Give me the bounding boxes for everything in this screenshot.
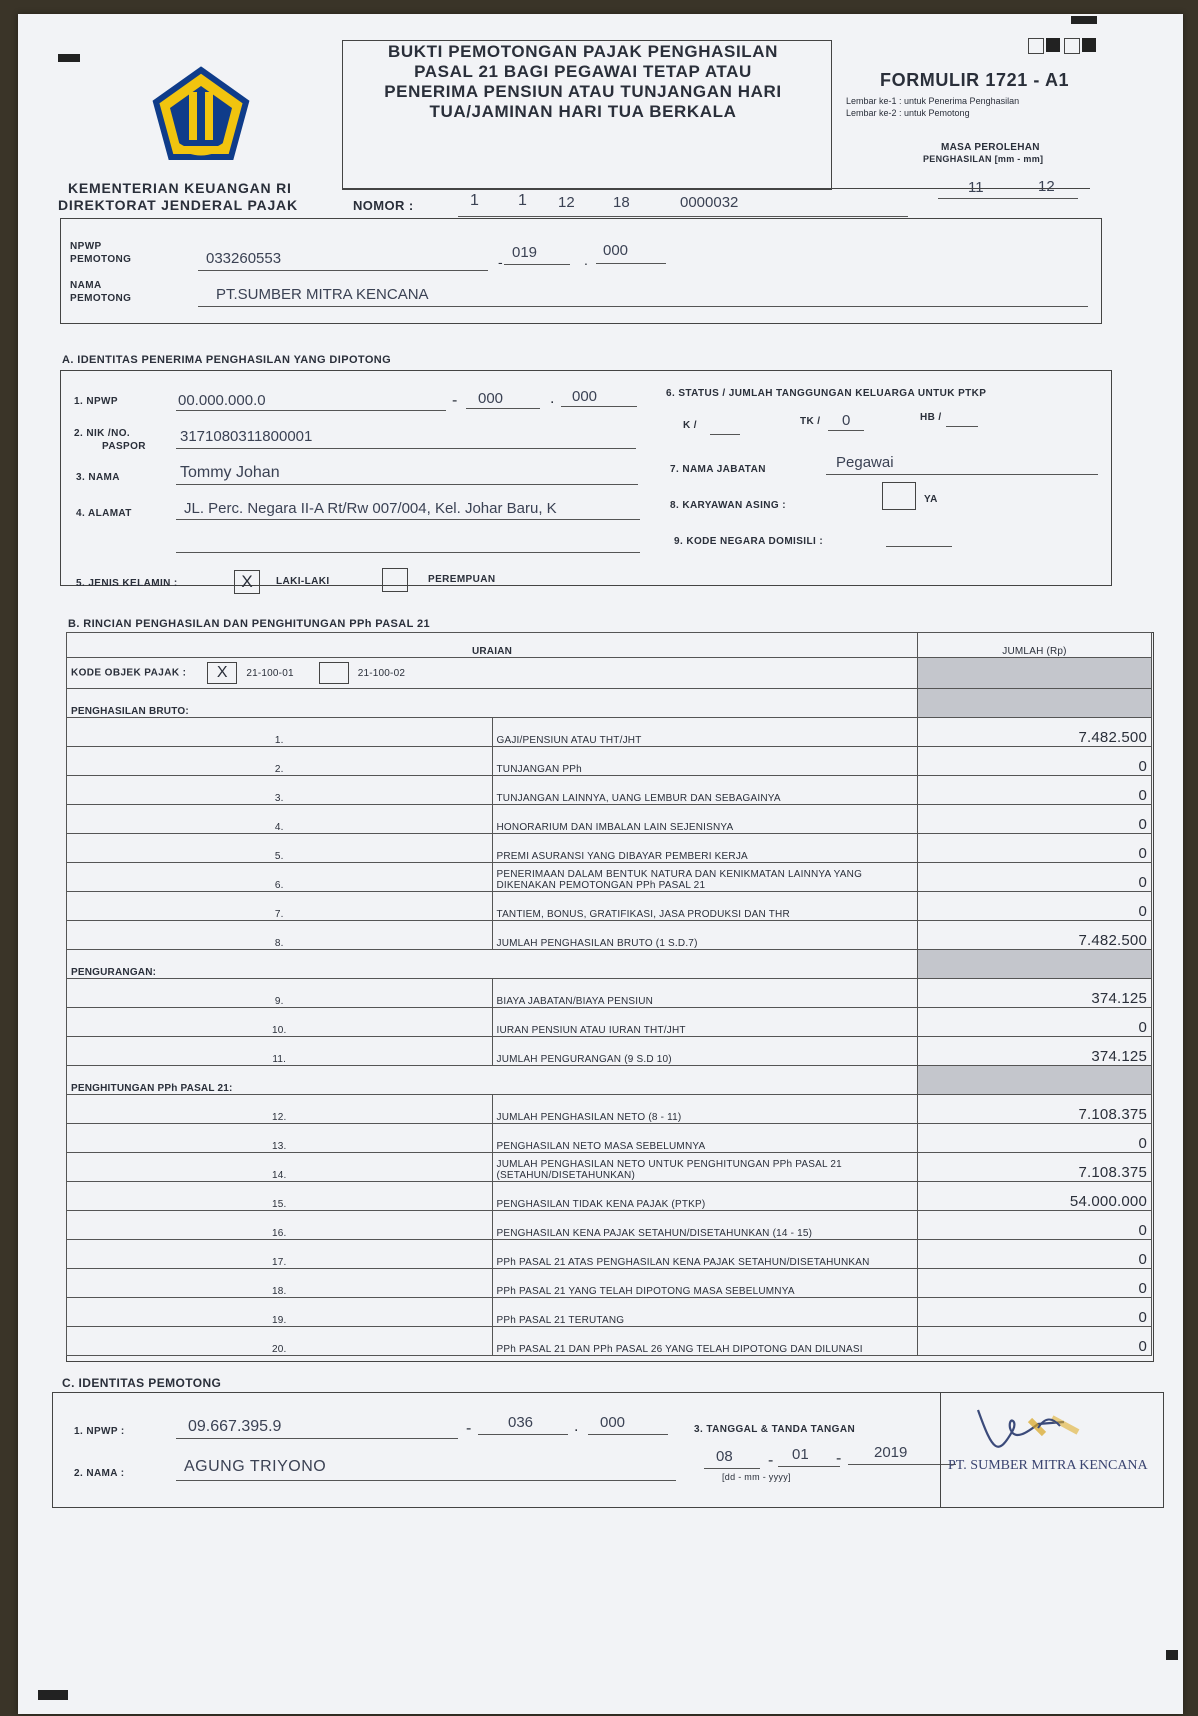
row-amount: 7.482.500 bbox=[918, 718, 1152, 747]
npwp-pemotong-cabang: 000 bbox=[603, 242, 629, 259]
row-amount: 0 bbox=[918, 863, 1152, 892]
table-row bbox=[67, 1153, 1152, 1182]
row-no: 5. bbox=[67, 834, 493, 863]
row-no: 7. bbox=[67, 892, 493, 921]
c-nama-value: AGUNG TRIYONO bbox=[184, 1458, 327, 1475]
row-no: 2. bbox=[67, 747, 493, 776]
row-no: 14. bbox=[67, 1153, 493, 1182]
karyawan-asing-ya: YA bbox=[924, 494, 938, 505]
perempuan-label: PEREMPUAN bbox=[428, 574, 496, 585]
jenis-kelamin-label: 5. JENIS KELAMIN : bbox=[76, 578, 178, 589]
form-option-box bbox=[1064, 38, 1080, 54]
row-amount: 374.125 bbox=[918, 1037, 1152, 1066]
underline bbox=[596, 263, 666, 264]
underline bbox=[504, 264, 570, 265]
row-amount: 0 bbox=[918, 747, 1152, 776]
status-tk-value: 0 bbox=[842, 412, 851, 429]
separator: . bbox=[550, 390, 555, 407]
underline bbox=[176, 484, 638, 485]
table-row bbox=[67, 1182, 1152, 1211]
date-format-hint: [dd - mm - yyyy] bbox=[722, 1472, 791, 1482]
separator: . bbox=[574, 1418, 579, 1435]
section-penghitungan: PENGHITUNGAN PPh PASAL 21: bbox=[67, 1066, 918, 1095]
row-no: 4. bbox=[67, 805, 493, 834]
underline bbox=[198, 306, 1088, 307]
row-label: PENGHASILAN KENA PAJAK SETAHUN/DISETAHUNKAN (14 - 15) bbox=[492, 1211, 918, 1240]
underline bbox=[176, 519, 640, 520]
kode-negara-label: 9. KODE NEGARA DOMISILI : bbox=[674, 536, 824, 547]
karyawan-asing-label: 8. KARYAWAN ASING : bbox=[670, 500, 786, 511]
row-label: TANTIEM, BONUS, GRATIFIKASI, JASA PRODUKSI DAN THR bbox=[492, 892, 918, 921]
masa-label: PENGHASILAN [mm - mm] bbox=[923, 154, 1044, 164]
table-row bbox=[67, 805, 1152, 834]
row-amount: 0 bbox=[918, 1124, 1152, 1153]
row-label: PPh PASAL 21 DAN PPh PASAL 26 YANG TELAH DIPOTONG DAN DILUNASI bbox=[492, 1327, 918, 1356]
kemenkeu-logo-icon bbox=[146, 62, 256, 172]
nama-value: Tommy Johan bbox=[180, 464, 280, 481]
tanggal-dd: 08 bbox=[716, 1448, 733, 1465]
row-label: BIAYA JABATAN/BIAYA PENSIUN bbox=[492, 979, 918, 1008]
corner-mark bbox=[1166, 1650, 1178, 1660]
table-row bbox=[67, 921, 1152, 950]
row-amount: 7.108.375 bbox=[918, 1095, 1152, 1124]
row-label: PPh PASAL 21 YANG TELAH DIPOTONG MASA SEBELUMNYA bbox=[492, 1269, 918, 1298]
separator: - bbox=[768, 1452, 774, 1469]
masa-label: MASA PEROLEHAN bbox=[941, 142, 1040, 153]
nomor-part: 0000032 bbox=[680, 194, 739, 211]
status-ptkp-label: 6. STATUS / JUMLAH TANGGUNGAN KELUARGA UNTUK PTKP bbox=[666, 388, 987, 399]
table-row bbox=[67, 776, 1152, 805]
copy-note: Lembar ke-1 : untuk Penerima Penghasilan bbox=[846, 96, 1020, 106]
jabatan-value: Pegawai bbox=[836, 454, 894, 471]
nomor-part: 1 bbox=[470, 192, 479, 209]
table-row bbox=[67, 834, 1152, 863]
nomor-underline bbox=[458, 216, 908, 217]
section-row bbox=[67, 1066, 1152, 1095]
section-pengurangan: PENGURANGAN: bbox=[67, 950, 918, 979]
col-jumlah: JUMLAH (Rp) bbox=[918, 633, 1152, 658]
npwp-pemotong-value: 033260553 bbox=[206, 250, 282, 267]
table-row bbox=[67, 1095, 1152, 1124]
underline bbox=[828, 430, 864, 431]
col-uraian: URAIAN bbox=[67, 633, 918, 658]
section-c-title: C. IDENTITAS PEMOTONG bbox=[62, 1376, 222, 1390]
perempuan-checkbox[interactable] bbox=[382, 568, 408, 592]
nik-label: PASPOR bbox=[102, 441, 146, 452]
masa-underline bbox=[938, 198, 1078, 199]
status-hb-label: HB / bbox=[920, 412, 942, 423]
row-no: 15. bbox=[67, 1182, 493, 1211]
row-amount: 0 bbox=[918, 1008, 1152, 1037]
underline bbox=[826, 474, 1098, 475]
section-row bbox=[67, 950, 1152, 979]
kode-objek-2: 21-100-02 bbox=[357, 667, 406, 679]
row-amount: 0 bbox=[918, 1327, 1152, 1356]
row-amount: 0 bbox=[918, 776, 1152, 805]
row-no: 3. bbox=[67, 776, 493, 805]
form-option-fill bbox=[1046, 38, 1060, 52]
underline bbox=[478, 1434, 568, 1435]
row-label: PPh PASAL 21 ATAS PENGHASILAN KENA PAJAK SETAHUN/DISETAHUNKAN bbox=[492, 1240, 918, 1269]
shaded-cell bbox=[918, 689, 1152, 718]
nik-label: 2. NIK /NO. bbox=[74, 428, 131, 439]
row-no: 8. bbox=[67, 921, 493, 950]
row-no: 19. bbox=[67, 1298, 493, 1327]
underline bbox=[466, 408, 540, 409]
nomor-part: 18 bbox=[613, 194, 630, 211]
corner-mark bbox=[58, 54, 80, 62]
table-row bbox=[67, 718, 1152, 747]
form-title-line: PENERIMA PENSIUN ATAU TUNJANGAN HARI bbox=[384, 82, 782, 101]
shaded-cell bbox=[918, 1066, 1152, 1095]
row-amount: 0 bbox=[918, 1211, 1152, 1240]
table-row bbox=[67, 747, 1152, 776]
c-npwp-kpp: 036 bbox=[508, 1414, 534, 1431]
row-label: PPh PASAL 21 TERUTANG bbox=[492, 1298, 918, 1327]
pemotong-box bbox=[60, 218, 1102, 324]
row-label: HONORARIUM DAN IMBALAN LAIN SEJENISNYA bbox=[492, 805, 918, 834]
underline bbox=[588, 1434, 668, 1435]
c-npwp-cabang: 000 bbox=[600, 1414, 626, 1431]
npwp-value: 00.000.000.0 bbox=[178, 392, 266, 409]
row-amount: 0 bbox=[918, 834, 1152, 863]
underline bbox=[710, 434, 740, 435]
nama-pemotong-label: PEMOTONG bbox=[70, 293, 132, 304]
shaded-cell bbox=[918, 658, 1152, 689]
row-label: JUMLAH PENGHASILAN NETO (8 - 11) bbox=[492, 1095, 918, 1124]
underline bbox=[704, 1468, 760, 1469]
row-amount: 7.482.500 bbox=[918, 921, 1152, 950]
tanggal-mm: 01 bbox=[792, 1446, 809, 1463]
section-b-title: B. RINCIAN PENGHASILAN DAN PENGHITUNGAN PPh PASAL 21 bbox=[68, 618, 431, 630]
corner-mark bbox=[1071, 16, 1097, 24]
nik-value: 3171080311800001 bbox=[180, 428, 313, 445]
form-option-box bbox=[1028, 38, 1044, 54]
npwp-cabang: 000 bbox=[572, 388, 598, 405]
kode-objek-1: 21-100-01 bbox=[246, 667, 294, 679]
kode-objek-row bbox=[67, 658, 1152, 689]
karyawan-asing-checkbox[interactable] bbox=[882, 482, 916, 510]
form-title-line: BUKTI PEMOTONGAN PAJAK PENGHASILAN bbox=[387, 42, 779, 61]
underline bbox=[886, 546, 952, 547]
kode-objek-checkbox[interactable]: X bbox=[207, 662, 237, 684]
form-title-line: PASAL 21 BAGI PEGAWAI TETAP ATAU bbox=[414, 62, 752, 81]
form-code: FORMULIR 1721 - A1 bbox=[880, 70, 1070, 90]
kode-objek-cell bbox=[67, 658, 918, 689]
laki-laki-label: LAKI-LAKI bbox=[276, 576, 330, 587]
npwp-label: 1. NPWP bbox=[74, 396, 118, 407]
separator: . bbox=[584, 252, 588, 268]
form-title bbox=[348, 42, 818, 122]
npwp-kpp: 000 bbox=[478, 390, 504, 407]
copy-note: Lembar ke-2 : untuk Pemotong bbox=[846, 108, 970, 118]
row-label: JUMLAH PENGHASILAN BRUTO (1 S.D.7) bbox=[492, 921, 918, 950]
row-amount: 0 bbox=[918, 892, 1152, 921]
row-no: 9. bbox=[67, 979, 493, 1008]
masa-to: 12 bbox=[1038, 178, 1055, 195]
signature-icon bbox=[968, 1402, 1108, 1462]
row-amount: 0 bbox=[918, 1269, 1152, 1298]
table-header-row bbox=[67, 633, 1152, 658]
rincian-table bbox=[66, 632, 1152, 1356]
row-amount: 374.125 bbox=[918, 979, 1152, 1008]
tax-form-paper bbox=[18, 14, 1183, 1714]
header-divider bbox=[342, 188, 1090, 189]
status-k-label: K / bbox=[683, 420, 697, 431]
nama-label: 3. NAMA bbox=[76, 472, 120, 483]
underline bbox=[946, 426, 978, 427]
row-label: GAJI/PENSIUN ATAU THT/JHT bbox=[492, 718, 918, 747]
row-no: 12. bbox=[67, 1095, 493, 1124]
row-no: 10. bbox=[67, 1008, 493, 1037]
npwp-pemotong-label: PEMOTONG bbox=[70, 254, 132, 265]
c-npwp-value: 09.667.395.9 bbox=[188, 1418, 282, 1435]
separator: - bbox=[452, 392, 458, 409]
row-no: 17. bbox=[67, 1240, 493, 1269]
row-label: PREMI ASURANSI YANG DIBAYAR PEMBERI KERJA bbox=[492, 834, 918, 863]
table-row bbox=[67, 1269, 1152, 1298]
form-title-line: TUA/JAMINAN HARI TUA BERKALA bbox=[429, 102, 737, 121]
table-row bbox=[67, 1008, 1152, 1037]
ministry-name: KEMENTERIAN KEUANGAN RI bbox=[68, 180, 292, 196]
row-label: JUMLAH PENGHASILAN NETO UNTUK PENGHITUNGAN PPh PASAL 21 (SETAHUN/DISETAHUNKAN) bbox=[492, 1153, 918, 1182]
alamat-value: JL. Perc. Negara II-A Rt/Rw 007/004, Kel. Johar Baru, K bbox=[184, 500, 557, 517]
underline bbox=[561, 406, 637, 407]
underline bbox=[198, 270, 488, 271]
underline bbox=[176, 410, 446, 411]
nama-pemotong-value: PT.SUMBER MITRA KENCANA bbox=[216, 286, 429, 303]
separator: - bbox=[466, 1420, 472, 1437]
row-no: 20. bbox=[67, 1327, 493, 1356]
table-row bbox=[67, 1211, 1152, 1240]
alamat-label: 4. ALAMAT bbox=[76, 508, 132, 519]
tanggal-ttd-label: 3. TANGGAL & TANDA TANGAN bbox=[694, 1424, 856, 1435]
table-row bbox=[67, 1240, 1152, 1269]
status-tk-label: TK / bbox=[800, 416, 821, 427]
shaded-cell bbox=[918, 950, 1152, 979]
section-bruto: PENGHASILAN BRUTO: bbox=[67, 689, 918, 718]
corner-mark bbox=[38, 1690, 68, 1700]
underline bbox=[176, 552, 640, 553]
section-row bbox=[67, 689, 1152, 718]
table-row bbox=[67, 1298, 1152, 1327]
nama-pemotong-label: NAMA bbox=[70, 280, 102, 291]
row-amount: 0 bbox=[918, 805, 1152, 834]
table-row bbox=[67, 1124, 1152, 1153]
underline bbox=[176, 1438, 458, 1439]
kode-objek-label: KODE OBJEK PAJAK : bbox=[71, 667, 187, 679]
company-stamp: PT. SUMBER MITRA KENCANA bbox=[948, 1458, 1148, 1473]
section-a-title: A. IDENTITAS PENERIMA PENGHASILAN YANG DIPOTONG bbox=[62, 354, 392, 366]
kode-objek-checkbox-2[interactable] bbox=[319, 662, 349, 684]
tanggal-yyyy: 2019 bbox=[874, 1444, 908, 1461]
table-row bbox=[67, 892, 1152, 921]
row-label: PENGHASILAN NETO MASA SEBELUMNYA bbox=[492, 1124, 918, 1153]
underline bbox=[176, 448, 636, 449]
masa-from: 11 bbox=[968, 179, 984, 196]
c-npwp-label: 1. NPWP : bbox=[74, 1426, 125, 1437]
table-row bbox=[67, 1037, 1152, 1066]
npwp-pemotong-label: NPWP bbox=[70, 241, 102, 252]
row-label: PENERIMAAN DALAM BENTUK NATURA DAN KENIKMATAN LAINNYA YANG DIKENAKAN PEMOTONGAN PPh PASAL 21 bbox=[492, 863, 918, 892]
row-label: PENGHASILAN TIDAK KENA PAJAK (PTKP) bbox=[492, 1182, 918, 1211]
separator: - bbox=[498, 254, 503, 270]
form-option-fill bbox=[1082, 38, 1096, 52]
separator: - bbox=[836, 1450, 842, 1467]
row-amount: 54.000.000 bbox=[918, 1182, 1152, 1211]
row-label: TUNJANGAN LAINNYA, UANG LEMBUR DAN SEBAGAINYA bbox=[492, 776, 918, 805]
nomor-part: 1 bbox=[518, 192, 527, 209]
c-nama-label: 2. NAMA : bbox=[74, 1468, 125, 1479]
row-no: 6. bbox=[67, 863, 493, 892]
row-amount: 0 bbox=[918, 1298, 1152, 1327]
row-amount: 7.108.375 bbox=[918, 1153, 1152, 1182]
row-amount: 0 bbox=[918, 1240, 1152, 1269]
nomor-part: 12 bbox=[558, 194, 575, 211]
row-no: 11. bbox=[67, 1037, 493, 1066]
row-no: 13. bbox=[67, 1124, 493, 1153]
row-label: JUMLAH PENGURANGAN (9 S.D 10) bbox=[492, 1037, 918, 1066]
table-row bbox=[67, 979, 1152, 1008]
jabatan-label: 7. NAMA JABATAN bbox=[670, 464, 766, 475]
row-label: IURAN PENSIUN ATAU IURAN THT/JHT bbox=[492, 1008, 918, 1037]
underline bbox=[778, 1466, 840, 1467]
table-row bbox=[67, 863, 1152, 892]
directorate-name: DIREKTORAT JENDERAL PAJAK bbox=[58, 197, 298, 213]
row-no: 18. bbox=[67, 1269, 493, 1298]
row-label: TUNJANGAN PPh bbox=[492, 747, 918, 776]
table-row bbox=[67, 1327, 1152, 1356]
row-no: 1. bbox=[67, 718, 493, 747]
laki-laki-checkbox[interactable]: X bbox=[234, 570, 260, 594]
npwp-pemotong-kpp: 019 bbox=[512, 244, 538, 261]
nomor-label: NOMOR : bbox=[353, 198, 414, 213]
underline bbox=[176, 1480, 676, 1481]
row-no: 16. bbox=[67, 1211, 493, 1240]
